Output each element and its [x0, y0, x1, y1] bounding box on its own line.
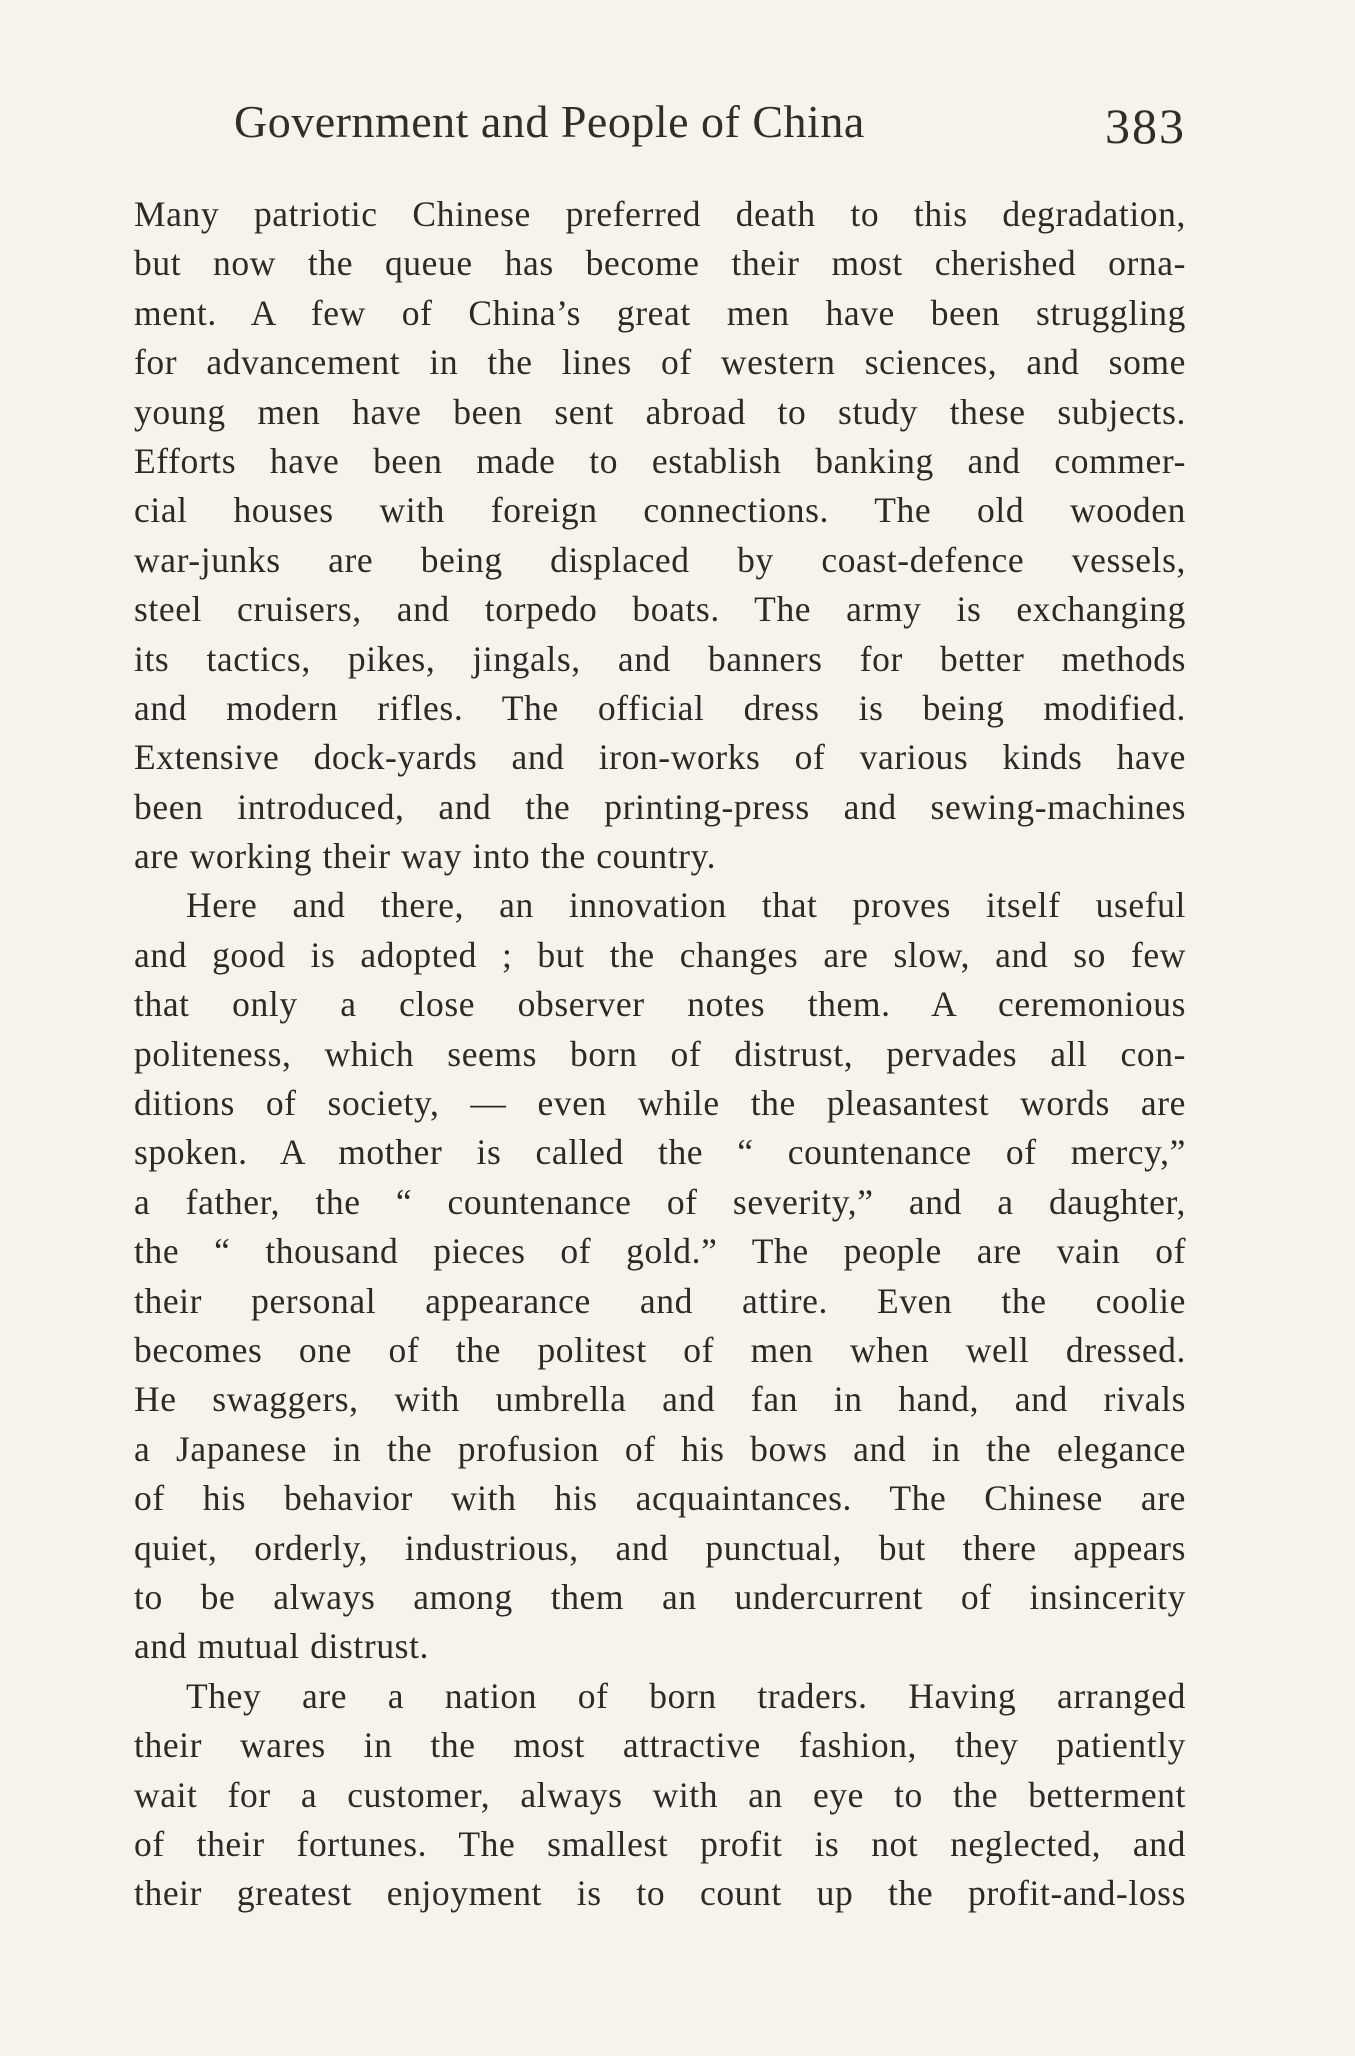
text-line: ditions of society, — even while the pleasantest words are — [134, 1083, 1186, 1124]
text-line: They are a nation of born traders. Having arranged — [186, 1675, 1186, 1716]
text-line: their greatest enjoyment is to count up the profit-and-loss — [134, 1873, 1186, 1914]
running-head — [234, 92, 1186, 162]
text-line: their wares in the most attractive fashion, they patiently — [134, 1725, 1186, 1766]
paragraph — [134, 190, 1186, 881]
text-line: for advancement in the lines of western sciences, and some — [134, 342, 1186, 383]
text-line: He swaggers, with umbrella and fan in hand, and rivals — [134, 1379, 1186, 1420]
text-line: been introduced, and the printing-press and sewing-machines — [134, 786, 1186, 827]
text-line: of their fortunes. The smallest profit is not neglected, and — [134, 1823, 1186, 1864]
text-line: ment. A few of China’s great men have been struggling — [134, 292, 1186, 333]
page-number: 383 — [1105, 98, 1186, 154]
body-text — [134, 190, 1186, 1919]
text-line: a father, the “ countenance of severity,” and a daughter, — [134, 1181, 1186, 1222]
text-line: young men have been sent abroad to study these subjects. — [134, 391, 1186, 432]
running-head-title: Government and People of China — [234, 96, 865, 147]
text-line: are working their way into the country. — [134, 836, 717, 877]
text-line: their personal appearance and attire. Even the coolie — [134, 1280, 1186, 1321]
text-line: steel cruisers, and torpedo boats. The army is exchanging — [134, 589, 1186, 630]
text-line: Efforts have been made to establish banking and commer- — [134, 440, 1186, 481]
text-line: politeness, which seems born of distrust, pervades all con- — [134, 1033, 1186, 1074]
text-line: Many patriotic Chinese preferred death to this degradation, — [134, 194, 1186, 234]
text-line: that only a close observer notes them. A ceremonious — [134, 984, 1186, 1025]
text-line: but now the queue has become their most cherished orna- — [134, 243, 1186, 284]
paragraph — [134, 1672, 1186, 1919]
paragraph — [134, 881, 1186, 1671]
text-line: a Japanese in the profusion of his bows and in the elegance — [134, 1428, 1186, 1469]
text-line: quiet, orderly, industrious, and punctual, but there appears — [134, 1527, 1186, 1568]
text-line: Extensive dock-yards and iron-works of various kinds have — [134, 737, 1186, 778]
text-line: cial houses with foreign connections. The old wooden — [134, 490, 1186, 531]
text-line: war-junks are being displaced by coast-defence vessels, — [134, 539, 1186, 580]
text-line: and modern rifles. The official dress is being modified. — [134, 687, 1186, 728]
text-line: spoken. A mother is called the “ countenance of mercy,” — [134, 1132, 1186, 1173]
text-line: the “ thousand pieces of gold.” The people are vain of — [134, 1231, 1186, 1272]
text-line: and good is adopted ; but the changes are slow, and so few — [134, 934, 1186, 975]
text-line: its tactics, pikes, jingals, and banners for better methods — [134, 638, 1186, 679]
text-line: and mutual distrust. — [134, 1626, 430, 1667]
text-line: Here and there, an innovation that proves itself useful — [186, 885, 1186, 926]
text-line: of his behavior with his acquaintances. The Chinese are — [134, 1478, 1186, 1519]
text-line: to be always among them an undercurrent of insincerity — [134, 1576, 1186, 1617]
text-line: wait for a customer, always with an eye to the betterment — [134, 1774, 1186, 1815]
text-line: becomes one of the politest of men when well dressed. — [134, 1329, 1186, 1370]
